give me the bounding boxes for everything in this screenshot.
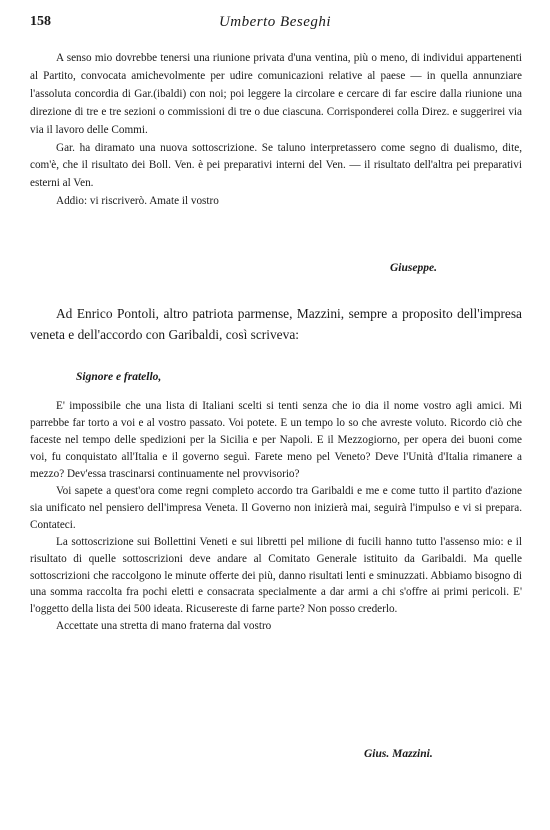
letter-one-paragraph: Addio: vi riscriverò. Amate il vostro xyxy=(56,195,219,208)
letter-one-signature: Giuseppe. xyxy=(390,262,437,274)
letter-two-paragraph: La sottoscrizione sui Bollettini Veneti e sui libretti pel milione di fucili hanno tutto l'assenso mio: e il risultato di quelle sottoscrizioni deve andare al Comitato Generale istituito da Garibaldi. Ma quelle sottoscrizioni che raccolgono le minute offerte dei più, danno risultati lenti e sminuzzati. Abbiamo bisogno di una somma raccolta fra pochi eletti e consacrata specialmente a dar armi a chi s'offre ai primi pericoli. E' l'oggetto della lista dei 500 ideata. Ricusereste di farne parte? Non posso crederlo. xyxy=(30,535,522,616)
letter-two-paragraph: Voi sapete a quest'ora come regni completo accordo tra Garibaldi e me e come tutto il partito d'azione sia unificato nel pensiero dell'impresa Veneta. Il Governo non inizierà mai, seguirà l'impulso e vi si prepara. Contateci. xyxy=(30,484,522,531)
letter-two-paragraph: E' impossibile che una lista di Italiani scelti si tenti senza che io dia il nome vostro agli amici. Mi parrebbe far torto a voi e al vostro passato. Voi potete. E un tempo lo so che avreste voluto. Ricordo ciò che faceste nel tempo delle spedizioni per la Sicilia e per Napoli. E il Mezzogiorno, per opera dei buoni come voi, fu conquistato all'Italia e il governo seguì. Farete meno pel Veneto? Deve l'Unità d'Italia rimanere a mezzo? Dev'essa trascinarsi continuamente nel provvisorio? xyxy=(30,400,522,480)
letter-one-body xyxy=(30,50,522,211)
page-header xyxy=(30,14,520,36)
page-number: 158 xyxy=(30,14,51,29)
intro-text: Ad Enrico Pontoli, altro patriota parmense, Mazzini, sempre a proposito dell'impresa veneta e dell'accordo con Garibaldi, così scriveva: xyxy=(30,306,522,342)
intro-paragraph xyxy=(30,304,522,345)
letter-two-salutation: Signore e fratello, xyxy=(76,371,162,383)
letter-two-paragraph: Accettate una stretta di mano fraterna dal vostro xyxy=(56,620,272,633)
letter-one-paragraph: Gar. ha diramato una nuova sottoscrizione. Se taluno interpretassero come segno di dualismo, dite, com'è, che il risultato dei Boll. Ven. è pei preparativi interni del Ven. — il risultato dell'altra pei preparativi esterni al Ven. xyxy=(30,141,522,190)
letter-two-signature: Gius. Mazzini. xyxy=(364,748,433,760)
letter-two-body xyxy=(30,398,522,635)
running-head: Umberto Beseghi xyxy=(218,14,332,30)
letter-one-paragraph: A senso mio dovrebbe tenersi una riunione privata d'una ventina, più o meno, di individui appartenenti al Partito, convocata amichevolmente per udire comunicazioni relative al paese — in quella annunziare l'assoluta concordia di Gar.(ibaldi) con noi; poi leggere la circolare e cercare di far escire dalla riunione una direzione di tre e tre sezioni o commissioni di tre o due ciascuna. Corrisponderei colla Direz. e suggerirei via via il lavoro delle Commi. xyxy=(30,52,522,136)
